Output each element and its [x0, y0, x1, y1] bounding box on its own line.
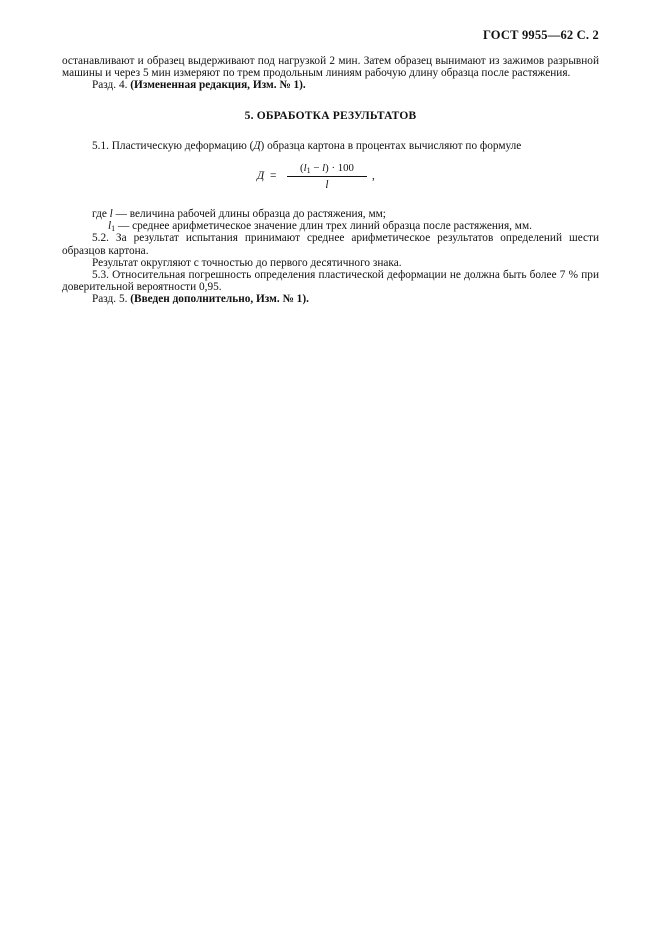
paragraph-5-3: 5.3. Относительная погрешность определения пластической деформации не должна быть более 7 % при доверительной вероятности 0,95. [62, 269, 599, 294]
paragraph-continuation: останавливают и образец выдерживают под нагрузкой 2 мин. Затем образец вынимают из зажимов разрывной машины и через 5 мин измеряют по трем продольным линиям рабочую длину образца после растяжения. [62, 55, 599, 80]
note-section-5 [62, 293, 599, 305]
where-l1: $l_1$ — среднее арифметическое значение длин трех линий образца после растяжения, мм. [108, 220, 532, 234]
p51-start: 5.1. Пластическую деформацию ( [92, 139, 254, 152]
formula-fraction [287, 162, 367, 191]
formula-denominator: l [325, 179, 329, 192]
p51-end: ) образца картона в процентах вычисляют по формуле [260, 139, 522, 152]
note-5-prefix: Разд. 5. [92, 293, 128, 306]
note-4-prefix: Разд. 4. [92, 79, 128, 92]
formula-comma: , [372, 170, 375, 183]
fraction-bar [287, 176, 367, 177]
where-l: где l — величина рабочей длины образца до растяжения, мм; [92, 208, 386, 221]
paragraph-rounding: Результат округляют с точностью до первого десятичного знака. [92, 256, 402, 269]
p51-symbol: Д [253, 139, 261, 152]
paragraph-5-2: 5.2. За результат испытания принимают среднее арифметическое результатов определений шести образцов картона. [62, 232, 599, 257]
note-4-bold: (Измененная редакция, Изм. № 1). [130, 79, 306, 92]
formula-equals: = [270, 170, 277, 183]
note-5-bold: (Введен дополнительно, Изм. № 1). [130, 293, 309, 306]
paragraph-5-1 [62, 140, 599, 152]
section-5-title: 5. ОБРАБОТКА РЕЗУЛЬТАТОВ [244, 109, 417, 122]
formula-lhs: Д [257, 170, 265, 183]
formula [62, 162, 599, 202]
document-body [62, 55, 599, 306]
formula-numerator: $(l_1 - l) \cdot 100$ [300, 162, 354, 176]
note-section-4 [62, 79, 599, 91]
page-header: ГОСТ 9955—62 С. 2 [482, 28, 599, 42]
